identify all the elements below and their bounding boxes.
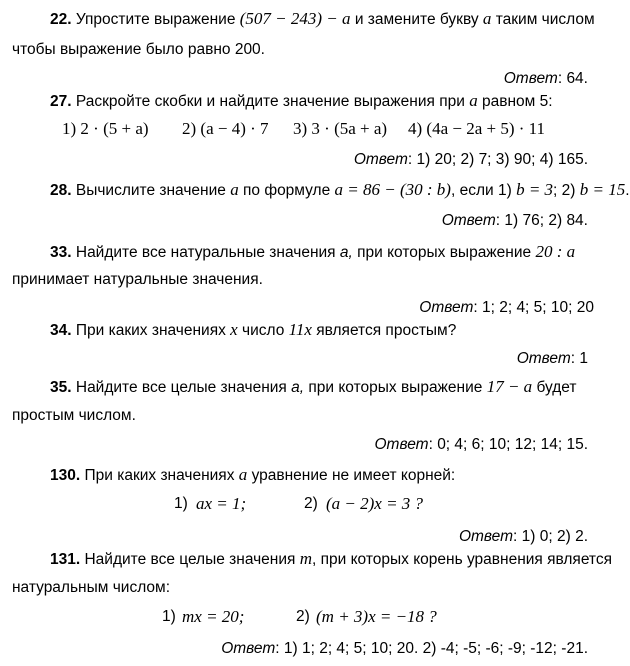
problem-131-answer: [0, 639, 588, 659]
problem-28-answer: [0, 211, 588, 231]
problem-35-line2: простым числом.: [12, 407, 136, 424]
answer-text: : 1: [570, 350, 588, 367]
problem-34-variable: x: [230, 320, 238, 339]
problem-27-text: Раскройте скобки и найдите значение выражения при: [71, 93, 470, 110]
problem-34-expression: 11x: [288, 320, 312, 339]
problem-34-text: является простым?: [311, 322, 457, 339]
problem-28-condition-1: b = 3: [516, 180, 554, 199]
problem-27-item-4: 4) (4a − 2a + 5) · 11: [408, 119, 546, 138]
problem-33-text: Найдите все натуральные значения: [71, 244, 340, 261]
problem-131-equation-1: mx = 20;: [182, 607, 245, 626]
problem-28-text: .: [625, 182, 630, 199]
answer-label: Ответ: [503, 70, 558, 87]
problem-130-text: уравнение не имеет корней:: [247, 467, 456, 484]
problem-131-number: 131.: [50, 551, 81, 568]
answer-text: : 1) 76; 2) 84.: [495, 212, 588, 229]
problem-33-line1: [50, 242, 610, 263]
problem-27-line1: [50, 91, 610, 112]
problem-22-answer: [0, 69, 588, 89]
answer-label: Ответ: [419, 299, 474, 316]
problem-22-variable: a: [482, 9, 492, 28]
problem-35-text: будет: [532, 379, 577, 396]
answer-text: : 0; 4; 6; 10; 12; 14; 15.: [428, 436, 588, 453]
answer-text: : 1; 2; 4; 5; 10; 20: [473, 299, 594, 316]
problem-131-text: Найдите все целые значения: [80, 551, 300, 568]
problem-28-line1: [50, 180, 630, 201]
problem-33-line2: принимает натуральные значения.: [12, 271, 263, 288]
problem-22-text: таким числом: [491, 11, 595, 28]
problem-34-line1: [50, 320, 610, 341]
problem-130-equation-2-number: 2): [304, 495, 318, 512]
problem-35-answer: [0, 435, 588, 455]
problem-22-line1: [50, 9, 610, 30]
problem-131-text: , при которых корень уравнения является: [312, 551, 612, 568]
problem-27-number: 27.: [50, 93, 72, 110]
problem-131-line2: натуральным числом:: [12, 579, 170, 596]
problem-27-text: равном 5:: [477, 93, 553, 110]
problem-130-equation-1-number: 1): [174, 495, 188, 512]
problem-34-text: При каких значениях: [71, 322, 231, 339]
problem-130-line1: [50, 465, 610, 486]
problem-34-answer: [0, 349, 588, 369]
problem-35-expression: 17 − a: [486, 377, 533, 396]
problem-22-number: 22.: [50, 11, 72, 28]
problem-130-variable: a: [238, 465, 248, 484]
problem-35-text: Найдите все целые значения: [71, 379, 292, 396]
answer-label: Ответ: [516, 350, 571, 367]
problem-28-text: Вычислите значение: [71, 182, 231, 199]
problem-35-number: 35.: [50, 379, 72, 396]
problem-33-answer: [0, 298, 594, 318]
answer-text: : 1) 1; 2; 4; 5; 10; 20. 2) -4; -5; -6; -9; -12; -21.: [275, 640, 588, 657]
problem-131-line1: [50, 549, 610, 570]
problem-34-text: число: [237, 322, 289, 339]
answer-text: : 1) 20; 2) 7; 3) 90; 4) 165.: [407, 151, 588, 168]
problem-28-text: , если 1): [450, 182, 517, 199]
problem-131-equation-1-number: 1): [162, 608, 176, 625]
problem-35-variable: a,: [291, 379, 305, 396]
problem-131-equation-2: (m + 3)x = −18 ?: [316, 607, 437, 626]
answer-label: Ответ: [353, 151, 408, 168]
problem-28-text: по формуле: [238, 182, 335, 199]
problem-130-number: 130.: [50, 467, 81, 484]
problem-35-line1: [50, 377, 610, 398]
answer-label: Ответ: [221, 640, 276, 657]
problem-22-expression: (507 − 243) − a: [239, 9, 351, 28]
problem-131-variable: m: [299, 549, 313, 568]
problem-27-item-2: 2) (a − 4) · 7: [182, 119, 269, 138]
problem-27-variable: a: [469, 91, 478, 110]
problem-130-answer: [0, 527, 588, 547]
problem-33-expression: 20 : a: [535, 242, 576, 261]
problem-33-text: при которых выражение: [352, 244, 536, 261]
answer-label: Ответ: [374, 436, 429, 453]
problem-28-formula: a = 86 − (30 : b): [334, 180, 451, 199]
problem-28-number: 28.: [50, 182, 72, 199]
problem-131-equation-2-number: 2): [296, 608, 310, 625]
answer-text: : 64.: [557, 70, 588, 87]
problem-28-variable: a: [230, 180, 239, 199]
problem-28-text: ; 2): [553, 182, 580, 199]
problem-27-answer: [0, 150, 588, 170]
problem-130-equation-2: (a − 2)x = 3 ?: [326, 494, 424, 513]
problem-22-text: и замените букву: [350, 11, 483, 28]
problem-22-line2: чтобы выражение было равно 200.: [12, 41, 265, 58]
problem-33-variable: a,: [339, 244, 353, 261]
problem-34-number: 34.: [50, 322, 72, 339]
answer-text: : 1) 0; 2) 2.: [513, 528, 588, 545]
problem-27-item-1: 1) 2 · (5 + a): [62, 119, 149, 138]
problem-28-condition-2: b = 15: [579, 180, 626, 199]
problem-22-text: Упростите выражение: [71, 11, 240, 28]
problem-130-text: При каких значениях: [80, 467, 239, 484]
problem-27-item-3: 3) 3 · (5a + a): [293, 119, 388, 138]
problem-33-number: 33.: [50, 244, 72, 261]
answer-label: Ответ: [458, 528, 514, 545]
problem-35-text: при которых выражение: [304, 379, 487, 396]
problem-130-equation-1: ax = 1;: [196, 494, 247, 513]
answer-label: Ответ: [441, 212, 496, 229]
